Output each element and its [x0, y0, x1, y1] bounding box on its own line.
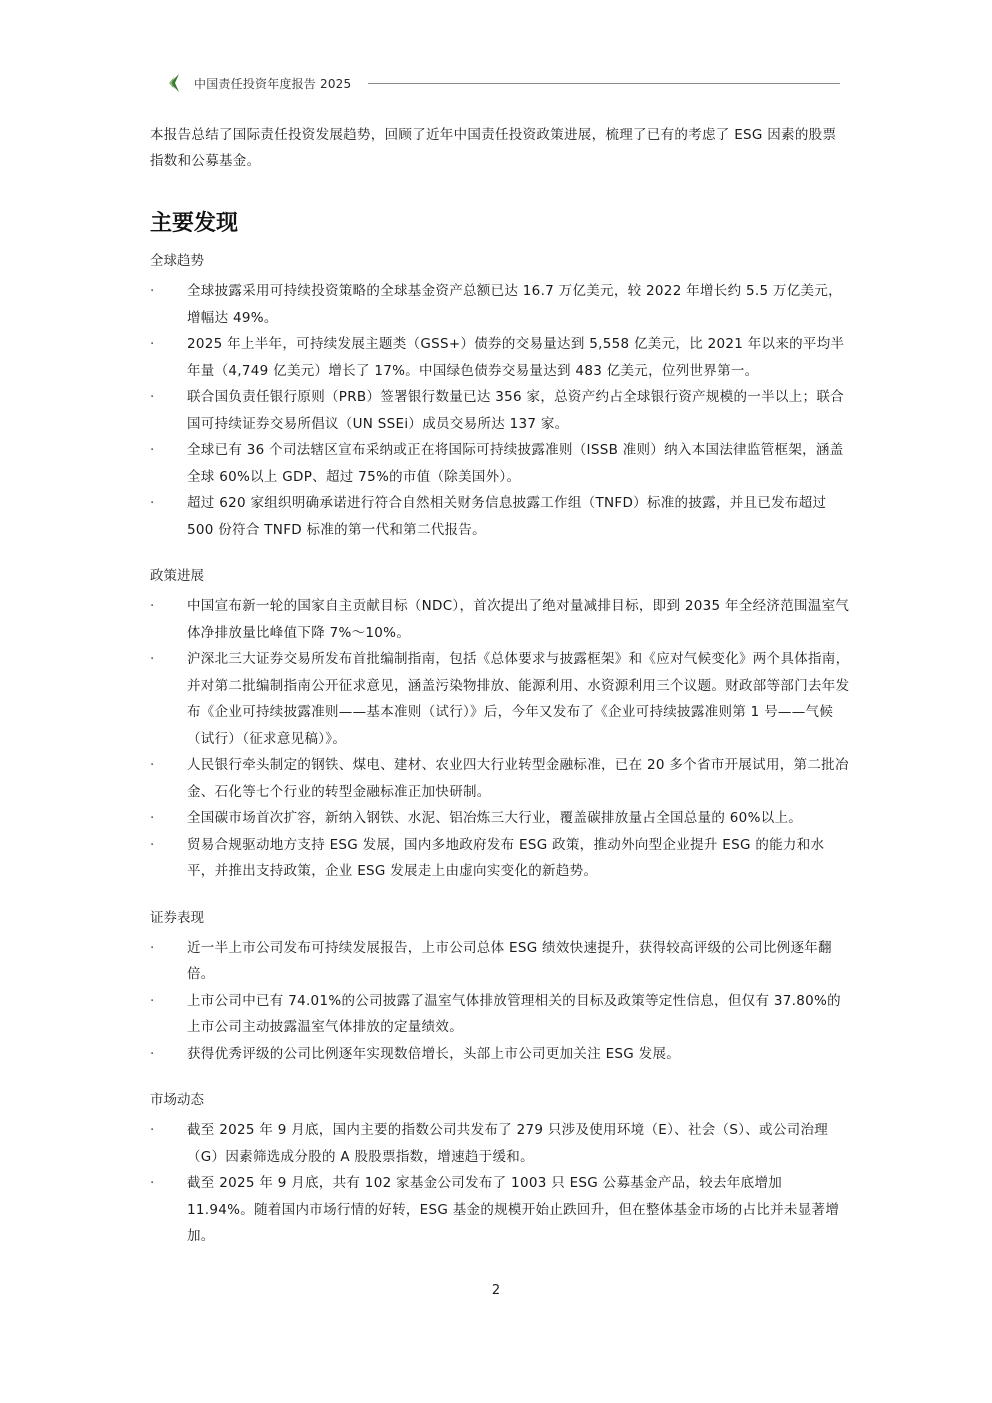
- list-item: · 上市公司中已有 74.01%的公司披露了温室气体排放管理相关的目标及政策等定性信息，但仅有 37.80%的上市公司主动披露温室气体排放的定量绩效。: [150, 988, 850, 1041]
- header-divider: [368, 83, 840, 84]
- bullet-list: [150, 278, 850, 543]
- main-findings-heading: 主要发现: [150, 211, 239, 236]
- leaf-logo-icon: [168, 74, 180, 92]
- list-item: · 截至 2025 年 9 月底，共有 102 家基金公司发布了 1003 只 ESG 公募基金产品，较去年底增加 11.94%。随着国内市场行情的好转，ESG 基金的规模开始止跌回升，但在整体基金市场的占比并未显著增加。: [150, 1170, 850, 1250]
- report-title: 中国责任投资年度报告 2025: [194, 77, 352, 91]
- bullet-list: [150, 593, 850, 885]
- list-item: · 获得优秀评级的公司比例逐年实现数倍增长，头部上市公司更加关注 ESG 发展。: [150, 1041, 850, 1068]
- list-item: · 全球披露采用可持续投资策略的全球基金资产总额已达 16.7 万亿美元，较 2022 年增长约 5.5 万亿美元，增幅达 49%。: [150, 278, 850, 331]
- section-title: 市场动态: [150, 1092, 204, 1108]
- list-item: · 联合国负责任银行原则（PRB）签署银行数量已达 356 家，总资产约占全球银行资产规模的一半以上；联合国可持续证券交易所倡议（UN SSEi）成员交易所达 137 家。: [150, 384, 850, 437]
- bullet-list: [150, 935, 850, 1068]
- section-title: 政策进展: [150, 568, 204, 584]
- section-title: 证券表现: [150, 909, 204, 926]
- list-item: · 中国宣布新一轮的国家自主贡献目标（NDC），首次提出了绝对量减排目标，即到 2035 年全经济范围温室气体净排放量比峰值下降 7%～10%。: [150, 593, 850, 646]
- section-title: 全球趋势: [150, 253, 204, 269]
- list-item: · 超过 620 家组织明确承诺进行符合自然相关财务信息披露工作组（TNFD）标准的披露，并且已发布超过 500 份符合 TNFD 标准的第一代和第二代报告。: [150, 490, 850, 543]
- section-market-dynamics: [150, 1089, 850, 1250]
- list-item: · 近一半上市公司发布可持续发展报告，上市公司总体 ESG 绩效快速提升，获得较高评级的公司比例逐年翻倍。: [150, 935, 850, 988]
- section-securities-performance: [150, 907, 850, 1068]
- list-item: · 全球已有 36 个司法辖区宣布采纳或正在将国际可持续披露准则（ISSB 准则）纳入本国法律监管框架，涵盖全球 60%以上 GDP、超过 75%的市值（除美国外）。: [150, 437, 850, 490]
- bullet-list: [150, 1117, 850, 1250]
- list-item: · 人民银行牵头制定的钢铁、煤电、建材、农业四大行业转型金融标准，已在 20 多个省市开展试用，第二批冶金、石化等七个行业的转型金融标准正加快研制。: [150, 752, 850, 805]
- intro-paragraph: 本报告总结了国际责任投资发展趋势，回顾了近年中国责任投资政策进展，梳理了已有的考虑了 ESG 因素的股票指数和公募基金。: [150, 127, 837, 169]
- page-content: [150, 122, 850, 1250]
- list-item: · 贸易合规驱动地方支持 ESG 发展，国内多地政府发布 ESG 政策，推动外向型企业提升 ESG 的能力和水平，并推出支持政策，企业 ESG 发展走上由虚向实变化的新趋势。: [150, 832, 850, 885]
- list-item: · 全国碳市场首次扩容，新纳入钢铁、水泥、铝冶炼三大行业，覆盖碳排放量占全国总量的 60%以上。: [150, 805, 850, 832]
- section-policy-progress: [150, 565, 850, 885]
- list-item: · 2025 年上半年，可持续发展主题类（GSS+）债券的交易量达到 5,558 亿美元，比 2021 年以来的平均半年量（4,749 亿美元）增长了 17%。中国绿色债券交易量达到 483 亿美元，位列世界第一。: [150, 331, 850, 384]
- page-header: [168, 70, 840, 96]
- list-item: · 沪深北三大证券交易所发布首批编制指南，包括《总体要求与披露框架》和《应对气候变化》两个具体指南，并对第二批编制指南公开征求意见，涵盖污染物排放、能源利用、水资源利用三个议题。财政部等部门去年发布《企业可持续披露准则——基本准则（试行）》后，今年又发布了《企业可持续披露准则第 1 号——气候（试行）（征求意见稿）》。: [150, 646, 850, 752]
- page-number: 2: [491, 1283, 501, 1298]
- section-global-trends: [150, 250, 850, 543]
- list-item: · 截至 2025 年 9 月底，国内主要的指数公司共发布了 279 只涉及使用环境（E）、社会（S）、或公司治理（G）因素筛选成分股的 A 股股票指数，增速趋于缓和。: [150, 1117, 850, 1170]
